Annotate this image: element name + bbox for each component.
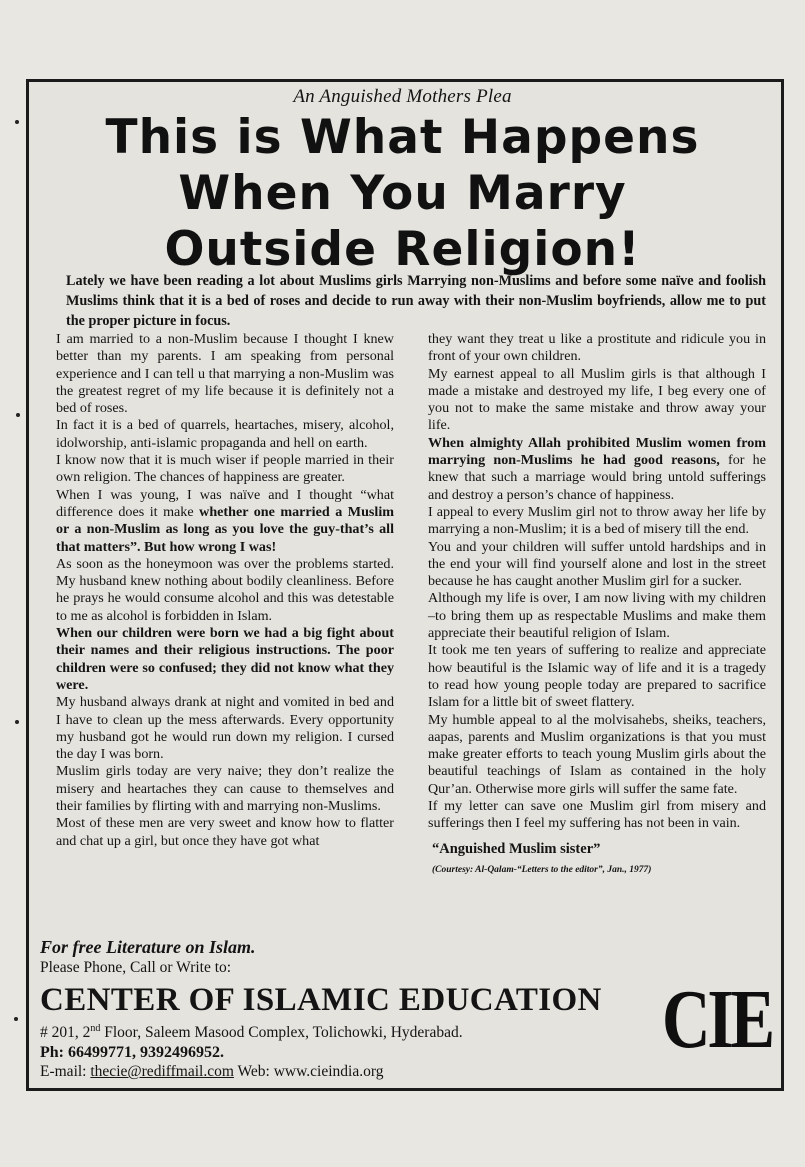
letter-column-right bbox=[428, 331, 766, 879]
letter-paragraph: they want they treat u like a prostitute and ridicule you in front of your own children. bbox=[428, 331, 766, 365]
intro-paragraph: Lately we have been reading a lot about Muslims girls Marrying non-Muslims and before some naïve and foolish Muslims think that it is a bed of roses and decide to run away with their non-Muslim boyfriends, allow me to put the proper picture in focus. bbox=[66, 273, 766, 329]
address-superscript: nd bbox=[90, 1023, 101, 1034]
letter-paragraph: My husband always drank at night and vomited in bed and I have to clean up the mess afterwards. Every opportunity my husband got he would run down my religion. I cursed the day I was born. bbox=[56, 694, 394, 763]
letter-paragraph: I am married to a non-Muslim because I thought I knew better than my parents. I am speaking from personal experience and I can tell u that marrying a non-Muslim was the greatest regret of my life because it is definitely not a bed of roses. bbox=[56, 331, 394, 417]
free-literature-heading: For free Literature on Islam. bbox=[40, 937, 256, 957]
contact-prompt: Please Phone, Call or Write to: bbox=[40, 959, 232, 976]
headline-line: Outside Religion! bbox=[164, 222, 641, 277]
letter-paragraph bbox=[428, 435, 766, 504]
letter-text: When I was young, I was naïve and I thought “what difference does it make bbox=[56, 486, 394, 520]
email-label: E-mail: bbox=[40, 1063, 87, 1081]
letter-courtesy: (Courtesy: Al-Qalam-“Letters to the editor”, Jan., 1977) bbox=[432, 864, 652, 875]
letter-paragraph: I appeal to every Muslim girl not to throw away her life by marrying a non-Muslim; it is a bed of misery till the end. bbox=[428, 503, 766, 538]
letter-signature: “Anguished Muslim sister” bbox=[432, 840, 601, 857]
letter-bold-text: When almighty Allah prohibited Muslim women from marrying non-Muslims he had good reasons, bbox=[428, 434, 766, 469]
letter-column-left bbox=[56, 331, 394, 850]
cie-logo: CIE bbox=[662, 973, 772, 1066]
letter-paragraph: My earnest appeal to all Muslim girls is that although I made a mistake and destroyed my life, I beg every one of you not to make the same mistake and throw away your life. bbox=[428, 365, 766, 434]
letter-paragraph: My humble appeal to al the molvisahebs, sheiks, teachers, aapas, parents and Muslim organizations is that you must make greater efforts to teach young Muslim girls about the beautiful teachings of Islam as contained in the holy Qur’an. Otherwise more girls will suffer the same fate. bbox=[428, 711, 766, 797]
organization-address bbox=[40, 1019, 660, 1042]
letter-paragraph: As soon as the honeymoon was over the problems started. My husband knew nothing about bodily cleanliness. Before he prays he would consume alcohol and this was detestable to me as alcohol is forbidden in Islam. bbox=[56, 555, 394, 624]
letter-text: for he knew that such a marriage would bring untold sufferings and destroy a person’s chance of happiness. bbox=[428, 452, 766, 503]
letter-paragraph bbox=[56, 487, 394, 556]
address-text: # 201, 2 bbox=[40, 1024, 91, 1042]
organization-name: CENTER OF ISLAMIC EDUCATION bbox=[40, 982, 602, 1018]
letter-paragraph: I know now that it is much wiser if people married in their own religion. The chances of happiness are greater. bbox=[56, 452, 394, 486]
headline-line: When You Marry bbox=[178, 166, 627, 221]
contact-links bbox=[40, 1062, 660, 1081]
punch-mark bbox=[15, 720, 19, 724]
letter-paragraph: Although my life is over, I am now living with my children –to bring them up as respectable Muslims and make them appreciate their beautiful religion of Islam. bbox=[428, 590, 766, 642]
address-text: Floor, Saleem Masood Complex, Tolichowki, Hyderabad. bbox=[100, 1024, 463, 1042]
letter-paragraph: Muslim girls today are very naive; they don’t realize the misery and heartaches they can cause to themselves and their families by flirting with and marrying non-Muslims. bbox=[56, 763, 394, 815]
contact-footer bbox=[40, 937, 660, 1081]
letter-paragraph: In fact it is a bed of quarrels, heartaches, misery, alcohol, idolworship, anti-islamic propaganda and hell on earth. bbox=[56, 417, 394, 451]
letter-paragraph bbox=[56, 625, 394, 694]
headline-line: This is What Happens bbox=[105, 110, 700, 165]
web-label: Web: bbox=[237, 1063, 270, 1081]
email-link[interactable]: thecie@rediffmail.com bbox=[90, 1063, 234, 1081]
punch-mark bbox=[16, 413, 20, 417]
ad-headline bbox=[0, 110, 805, 278]
web-address: www.cieindia.org bbox=[273, 1063, 384, 1081]
letter-bold-text: When our children were born we had a big fight about their names and their religious instructions. The poor children were so confused; they did not know what they were. bbox=[56, 625, 394, 693]
letter-paragraph: Most of these men are very sweet and know how to flatter and chat up a girl, but once they have got what bbox=[56, 815, 394, 849]
letter-paragraph: It took me ten years of suffering to realize and appreciate how beautiful is the Islamic way of life and it is a tragedy to read how young people today are prepared to sacrifice Islam for a little bit of sweet flattery. bbox=[428, 642, 766, 711]
letter-paragraph: You and your children will suffer untold hardships and in the end your will find yourself alone and lost in the street because he has caught another Muslim girl for a sucker. bbox=[428, 538, 766, 590]
punch-mark bbox=[14, 1017, 18, 1021]
phone-numbers: Ph: 66499771, 9392496952. bbox=[40, 1044, 224, 1062]
letter-bold-text: whether one married a Muslim or a non-Muslim as long as you love the guy-that’s all that matters”. But how wrong I was! bbox=[56, 503, 394, 555]
ad-subtitle: An Anguished Mothers Plea bbox=[293, 86, 512, 107]
letter-paragraph: If my letter can save one Muslim girl from misery and sufferings then I feel my suffering has not been in vain. bbox=[428, 798, 766, 832]
